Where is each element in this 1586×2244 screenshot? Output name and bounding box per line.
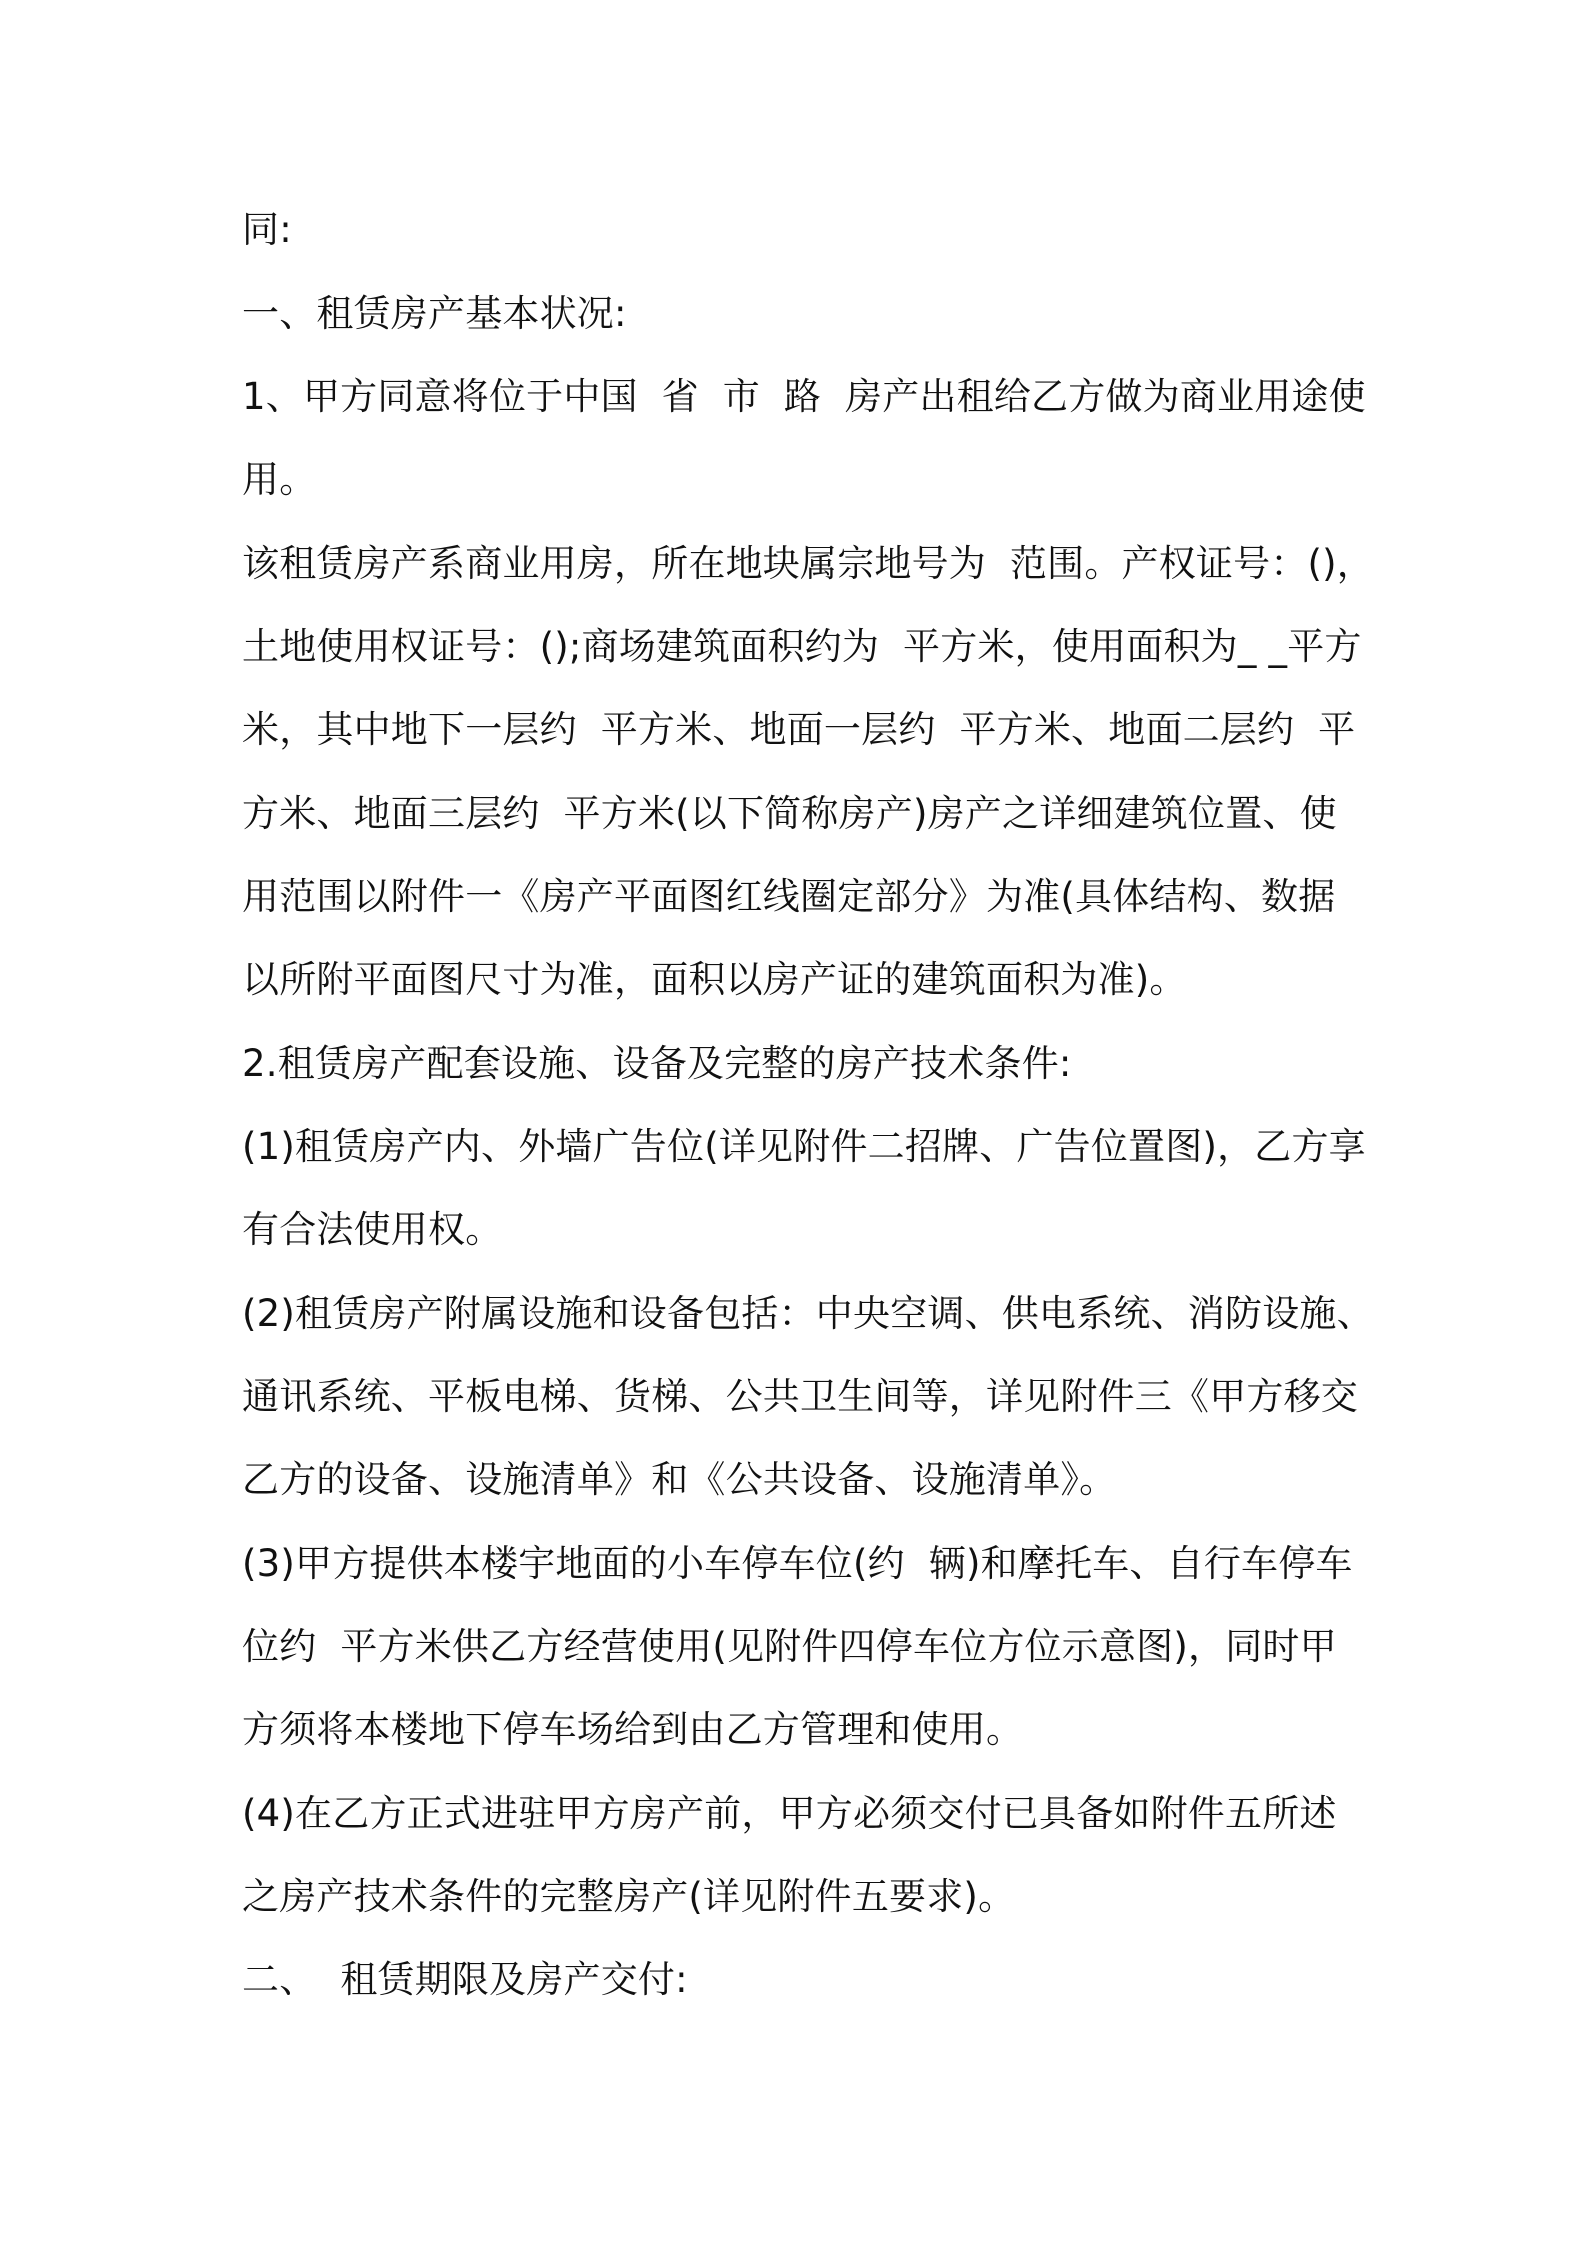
text-line-3: 1、甲方同意将位于中国 省 市 路 房产出租给乙方做为商业用途使	[242, 375, 1366, 418]
section-heading-1: 一、租赁房产基本状况:	[242, 292, 627, 335]
section-heading-2: 二、 租赁期限及房产交付:	[242, 1958, 688, 2001]
text-line-11: 2.租赁房产配套设施、设备及完整的房产技术条件:	[242, 1042, 1072, 1085]
text-line-17: (3)甲方提供本楼宇地面的小车停车位(约 辆)和摩托车、自行车停车	[242, 1542, 1353, 1585]
text-line-18: 位约 平方米供乙方经营使用(见附件四停车位方位示意图)，同时甲	[242, 1625, 1337, 1668]
text-line-5: 该租赁房产系商业用房，所在地块属宗地号为 范围。产权证号：()，	[242, 542, 1374, 585]
text-line-14: (2)租赁房产附属设施和设备包括：中央空调、供电系统、消防设施、	[242, 1292, 1374, 1335]
text-line-10: 以所附平面图尺寸为准，面积以房产证的建筑面积为准)。	[242, 958, 1187, 1001]
text-line-21: 之房产技术条件的完整房产(详见附件五要求)。	[242, 1875, 1016, 1918]
text-line-16: 乙方的设备、设施清单》和《公共设备、设施清单》。	[242, 1458, 1117, 1501]
text-line-20: (4)在乙方正式进驻甲方房产前，甲方必须交付已具备如附件五所述	[242, 1792, 1337, 1835]
text-line-7: 米，其中地下一层约 平方米、地面一层约 平方米、地面二层约 平	[242, 708, 1356, 751]
text-line-19: 方须将本楼地下停车场给到由乙方管理和使用。	[242, 1708, 1024, 1751]
text-line-9: 用范围以附件一《房产平面图红线圈定部分》为准(具体结构、数据	[242, 875, 1336, 918]
text-line-13: 有合法使用权。	[242, 1208, 503, 1251]
text-line-8: 方米、地面三层约 平方米(以下简称房产)房产之详细建筑位置、使	[242, 792, 1337, 835]
text-line-6: 土地使用权证号：();商场建筑面积约为 平方米，使用面积为_ _平方	[242, 625, 1362, 668]
text-line-15: 通讯系统、平板电梯、货梯、公共卫生间等，详见附件三《甲方移交	[242, 1375, 1358, 1418]
text-line-12: (1)租赁房产内、外墙广告位(详见附件二招牌、广告位置图)，乙方享	[242, 1125, 1366, 1168]
text-line-1: 同:	[242, 208, 292, 251]
text-line-4: 用。	[242, 458, 317, 501]
